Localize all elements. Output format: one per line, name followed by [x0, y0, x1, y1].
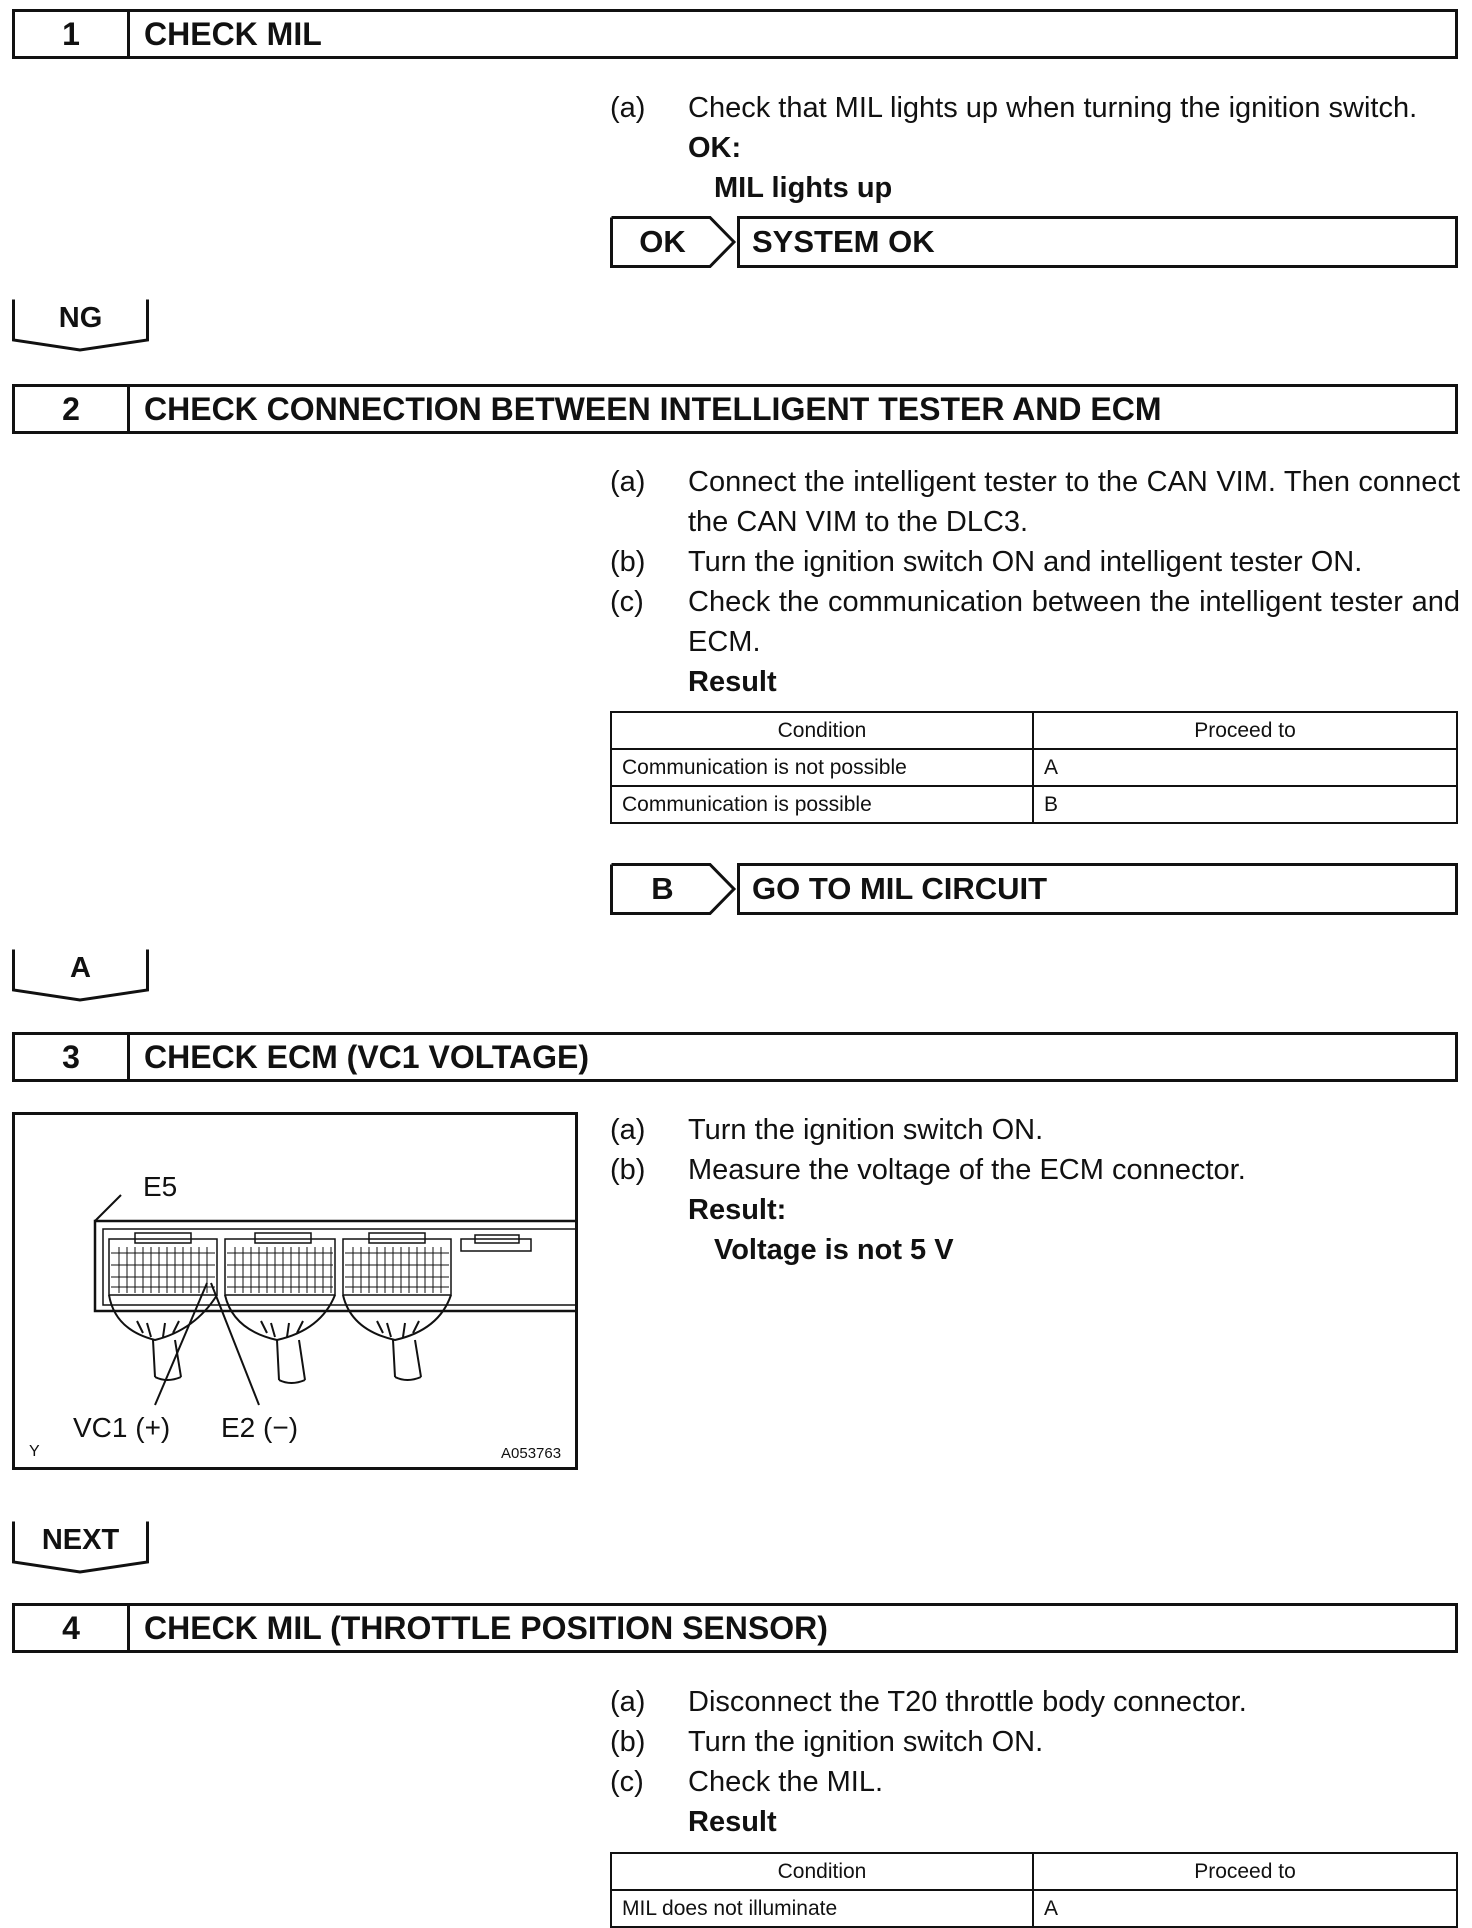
step-3-instructions	[610, 1110, 1460, 1270]
outcome-code: B	[651, 871, 674, 906]
instruction-text: Turn the ignition switch ON.	[688, 1726, 1044, 1758]
table-cell: A	[1033, 749, 1457, 786]
instruction-text: Turn the ignition switch ON and intelligent tester ON.	[688, 546, 1363, 578]
table-cell: Communication is not possible	[611, 749, 1033, 786]
terminal-label-positive: VC1 (+)	[73, 1412, 171, 1443]
instruction-text: Connect the intelligent tester to the CAN VIM. Then connect the CAN VIM to the DLC3.	[688, 466, 1460, 538]
instruction-text: Turn the ignition switch ON.	[688, 1114, 1044, 1146]
instruction-text: Check the communication between the intelligent tester and ECM.	[688, 586, 1460, 658]
step-1-instructions	[610, 88, 1460, 208]
column-header: Condition	[611, 1853, 1033, 1890]
instruction-item	[610, 88, 1460, 128]
step-2-header	[12, 384, 1458, 434]
result-value: Voltage is not 5 V	[714, 1234, 954, 1266]
instruction-item	[610, 1682, 1460, 1722]
a-tab[interactable]	[12, 948, 149, 1000]
instruction-item	[610, 582, 1460, 662]
column-header: Proceed to	[1033, 712, 1457, 749]
instruction-label: (b)	[610, 1154, 646, 1186]
instruction-item	[610, 462, 1460, 542]
instruction-label: (c)	[610, 1766, 644, 1798]
step-number: 2	[15, 387, 130, 431]
step-2-instructions	[610, 462, 1460, 702]
step-4-instructions	[610, 1682, 1460, 1842]
instruction-text: Check the MIL.	[688, 1766, 884, 1798]
ok-proceed-box[interactable]	[610, 216, 1458, 268]
step-4-result-table	[610, 1852, 1458, 1928]
figure-corner-letter: Y	[29, 1443, 40, 1460]
step-4-header	[12, 1603, 1458, 1653]
standard-value: MIL lights up	[714, 172, 893, 204]
tab-label: NG	[58, 302, 103, 334]
table-cell: B	[1033, 786, 1457, 823]
table-cell: A	[1033, 1890, 1457, 1927]
result-label: Result	[688, 1806, 777, 1838]
step-title: CHECK MIL (THROTTLE POSITION SENSOR)	[144, 1609, 828, 1646]
table-cell: MIL does not illuminate	[611, 1890, 1033, 1927]
step-1-header	[12, 9, 1458, 59]
instruction-label: (a)	[610, 1686, 646, 1718]
table-cell: Communication is possible	[611, 786, 1033, 823]
instruction-label: (a)	[610, 92, 646, 124]
tab-label: A	[70, 952, 91, 984]
table-row	[611, 1890, 1457, 1927]
step-number: 4	[15, 1606, 130, 1650]
step-title: CHECK MIL	[144, 15, 322, 52]
instruction-item	[610, 1110, 1460, 1150]
step-title: CHECK ECM (VC1 VOLTAGE)	[144, 1038, 590, 1075]
result-label: Result:	[688, 1194, 787, 1226]
instruction-text: Measure the voltage of the ECM connector.	[688, 1154, 1246, 1186]
instruction-label: (a)	[610, 466, 646, 498]
tab-label: NEXT	[41, 1524, 120, 1556]
figure-code: A053763	[501, 1445, 562, 1462]
connector-label: E5	[143, 1171, 178, 1202]
instruction-item	[610, 1722, 1460, 1762]
outcome-destination: GO TO MIL CIRCUIT	[737, 863, 1458, 915]
table-header-row	[611, 1853, 1457, 1890]
ecm-connector-figure	[12, 1112, 578, 1470]
instruction-item	[610, 1150, 1460, 1190]
next-tab[interactable]	[12, 1520, 149, 1572]
table-row	[611, 786, 1457, 823]
standard-label: OK:	[688, 132, 742, 164]
instruction-text: Check that MIL lights up when turning the ignition switch.	[688, 92, 1418, 124]
column-header: Proceed to	[1033, 1853, 1457, 1890]
step-2-result-table	[610, 711, 1458, 824]
instruction-label: (b)	[610, 1726, 646, 1758]
terminal-label-negative: E2 (−)	[221, 1412, 299, 1443]
result-label: Result	[688, 666, 777, 698]
instruction-item	[610, 1762, 1460, 1802]
instruction-label: (a)	[610, 1114, 646, 1146]
table-header-row	[611, 712, 1457, 749]
outcome-code: OK	[639, 224, 686, 259]
instruction-label: (b)	[610, 546, 646, 578]
step-3-header	[12, 1032, 1458, 1082]
step-number: 3	[15, 1035, 130, 1079]
column-header: Condition	[611, 712, 1033, 749]
step-number: 1	[15, 12, 130, 56]
ng-tab[interactable]	[12, 298, 149, 350]
b-proceed-box[interactable]	[610, 863, 1458, 915]
instruction-label: (c)	[610, 586, 644, 618]
instruction-item	[610, 542, 1460, 582]
outcome-destination: SYSTEM OK	[737, 216, 1458, 268]
table-row	[611, 749, 1457, 786]
step-title: CHECK CONNECTION BETWEEN INTELLIGENT TESTER AND ECM	[144, 390, 1162, 427]
instruction-text: Disconnect the T20 throttle body connector.	[688, 1686, 1247, 1718]
